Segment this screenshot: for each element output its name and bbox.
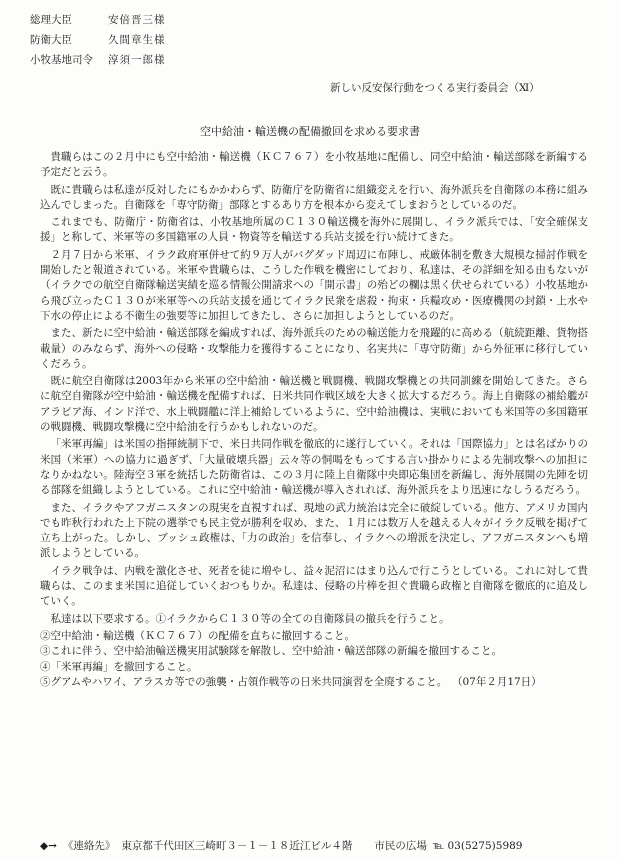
body-paragraph: 既に航空自衛隊は2003年から米軍の空中給油・輸送機と戦闘機、戦闘攻撃機との共同訓練を開始してきた。さらに航空自衛隊が空中給油・輸送機を配備すれば、日米共同作戦区域を大きく拡大するだろう。海上自衛隊の補給艦がアラビア海、インド洋で、水上戦闘艦に洋上補給しているように、空中給油機は、実戦においても米国等の多国籍軍の戦闘機、戦闘攻撃機に空中給油を行うかもしれないのだ。 xyxy=(40,375,588,434)
addressee-block xyxy=(30,10,166,70)
demands-list xyxy=(40,629,588,690)
contact-phone: ℡ 03(5275)5989 xyxy=(432,839,523,852)
contact-line xyxy=(40,838,523,853)
addressee-name: 安倍晋三様 xyxy=(108,14,166,26)
addressee-role: 小牧基地司令 xyxy=(30,54,93,66)
addressee-row xyxy=(30,50,166,70)
body-paragraph: 「米軍再編」は米国の指揮統制下で、米日共同作戦を徹底的に遂行していく。それは「国際協力」とは名ばかりの米国（米軍）への協力に過ぎず、「大量破壊兵器」云々等の恫喝をもってする言い掛かりによる先制攻撃への加担になりかねない。陸海空３軍を統括した防衛省は、この３月に陸上自衛隊中央即応集団を新編し、海外展開の先陣を切る部隊を組織しようとしている。これに空中給油・輸送機が導入されれば、海外派兵をより迅速になしうるだろう。 xyxy=(40,438,588,497)
demand-item: ②空中給油・輸送機（ＫＣ７６７）の配備を直ちに撤回すること。 xyxy=(40,629,355,642)
addressee-name: 淳須一郎様 xyxy=(108,54,166,66)
sender-organization: 新しい反安保行動をつくる実行委員会（Ⅺ） xyxy=(330,82,540,94)
addressee-role: 防衛大臣 xyxy=(30,34,72,46)
contact-group: 市民の広場 xyxy=(374,840,427,852)
contact-address: 東京都千代田区三崎町３－１－１８近江ビル４階 xyxy=(121,840,353,852)
contact-label: 《連絡先》 xyxy=(62,840,116,852)
body-paragraph: イラク戦争は、内戦を激化させ、死者を徒に増やし、益々泥沼にはまり込んで行こうとしている。これに対して貴職らは、このまま米国に追従していくおつもりか。私達は、侵略の片棒を担ぐ貴職ら政権と自衛隊を徹底的に追及していく。 xyxy=(40,564,588,608)
addressee-row xyxy=(30,30,166,50)
demands-lead: 私達は以下要求する。①イラクからＣ１３０等の全ての自衛隊員の撤兵を行うこと。 xyxy=(50,612,450,625)
body-paragraph: 既に貴職らは私達が反対したにもかかわらず、防衛庁を防衛省に組織変えを行い、海外派兵を自衛隊の本務に組み込んでしまった。自衛隊を「専守防衛」部隊とするあり方を根本から変えてしまおうとしているのだ。 xyxy=(40,183,588,211)
addressee-name: 久間章生様 xyxy=(108,34,166,46)
demand-item xyxy=(40,675,588,690)
demand-item-text: ⑤グアムやハワイ、アラスカ等での強襲・占領作戦等の日米共同演習を全廃すること。 xyxy=(40,675,448,688)
demand-item: ④「米軍再編」を撤回すること。 xyxy=(40,660,198,673)
body-paragraph: また、イラクやアフガニスタンの現実を直視すれば、現地の武力統治は完全に破綻している。他方、アメリカ国内でも昨秋行われた上下院の選挙でも民主党が勝利を収め、また、１月には数万人を越える人々がイラク反戦を掲げて立ち上がった。しかし、ブッシュ政権は、「力の政治」を信奉し、イラクへの増派を決定し、アフガニスタンへも増派しようとしている。 xyxy=(40,501,588,560)
arrow-icon: ◆→ xyxy=(40,839,57,852)
body-paragraph: これまでも、防衛庁・防衛省は、小牧基地所属のＣ１３０輸送機を海外に展開し、イラク派兵では、「安全確保支援」と称して、米軍等の多国籍軍の人員・物資等を輸送する兵站支援を行い続けてきた。 xyxy=(40,216,588,244)
addressee-role: 総理大臣 xyxy=(30,14,72,26)
document-body xyxy=(40,150,588,690)
document-title: 空中給油・輸送機の配備撤回を求める要求書 xyxy=(200,125,420,138)
body-paragraph: ２月７日から米軍、イラク政府軍併せて約９万人がバグダッド周辺に布陣し、戒厳体制を敷き大規模な掃討作戦を開始したと報道されている。米軍や貴職らは、こうした作戦を機密にしており、私達は、その詳細を知る由もないが（イラクでの航空自衛隊輸送実績を巡る情報公開請求への「開示書」の殆どの欄は黒く伏せられている）小牧基地から飛び立ったＣ１３０が米軍等への兵站支援を通じてイラク民衆を虐殺・拘束・兵糧攻め・医療機関の封鎖・上水や下水の停止による不衛生の強要等に加担してきたし、さらに加担しようとしているのだ。 xyxy=(40,248,588,322)
document-date: （07年２月17日） xyxy=(457,675,542,688)
body-paragraph: 貴職らはこの２月中にも空中給油・輸送機（ＫＣ７６７）を小牧基地に配備し、同空中給油・輸送部隊を新編する予定だと云う。 xyxy=(40,151,588,179)
addressee-row xyxy=(30,10,166,30)
body-paragraph: また、新たに空中給油・輸送部隊を編成すれば、海外派兵のための輸送能力を飛躍的に高める（航続距離、貨物搭載量）のみならず、海外への侵略・攻撃能力を獲得することになり、名実共に「専守防衛」から外征軍に移行していくだろう。 xyxy=(40,327,588,370)
demand-item: ③これに伴う、空中給油輸送機実用試験隊を解散し、空中給油・輸送部隊の新編を撤回すること。 xyxy=(40,645,502,658)
